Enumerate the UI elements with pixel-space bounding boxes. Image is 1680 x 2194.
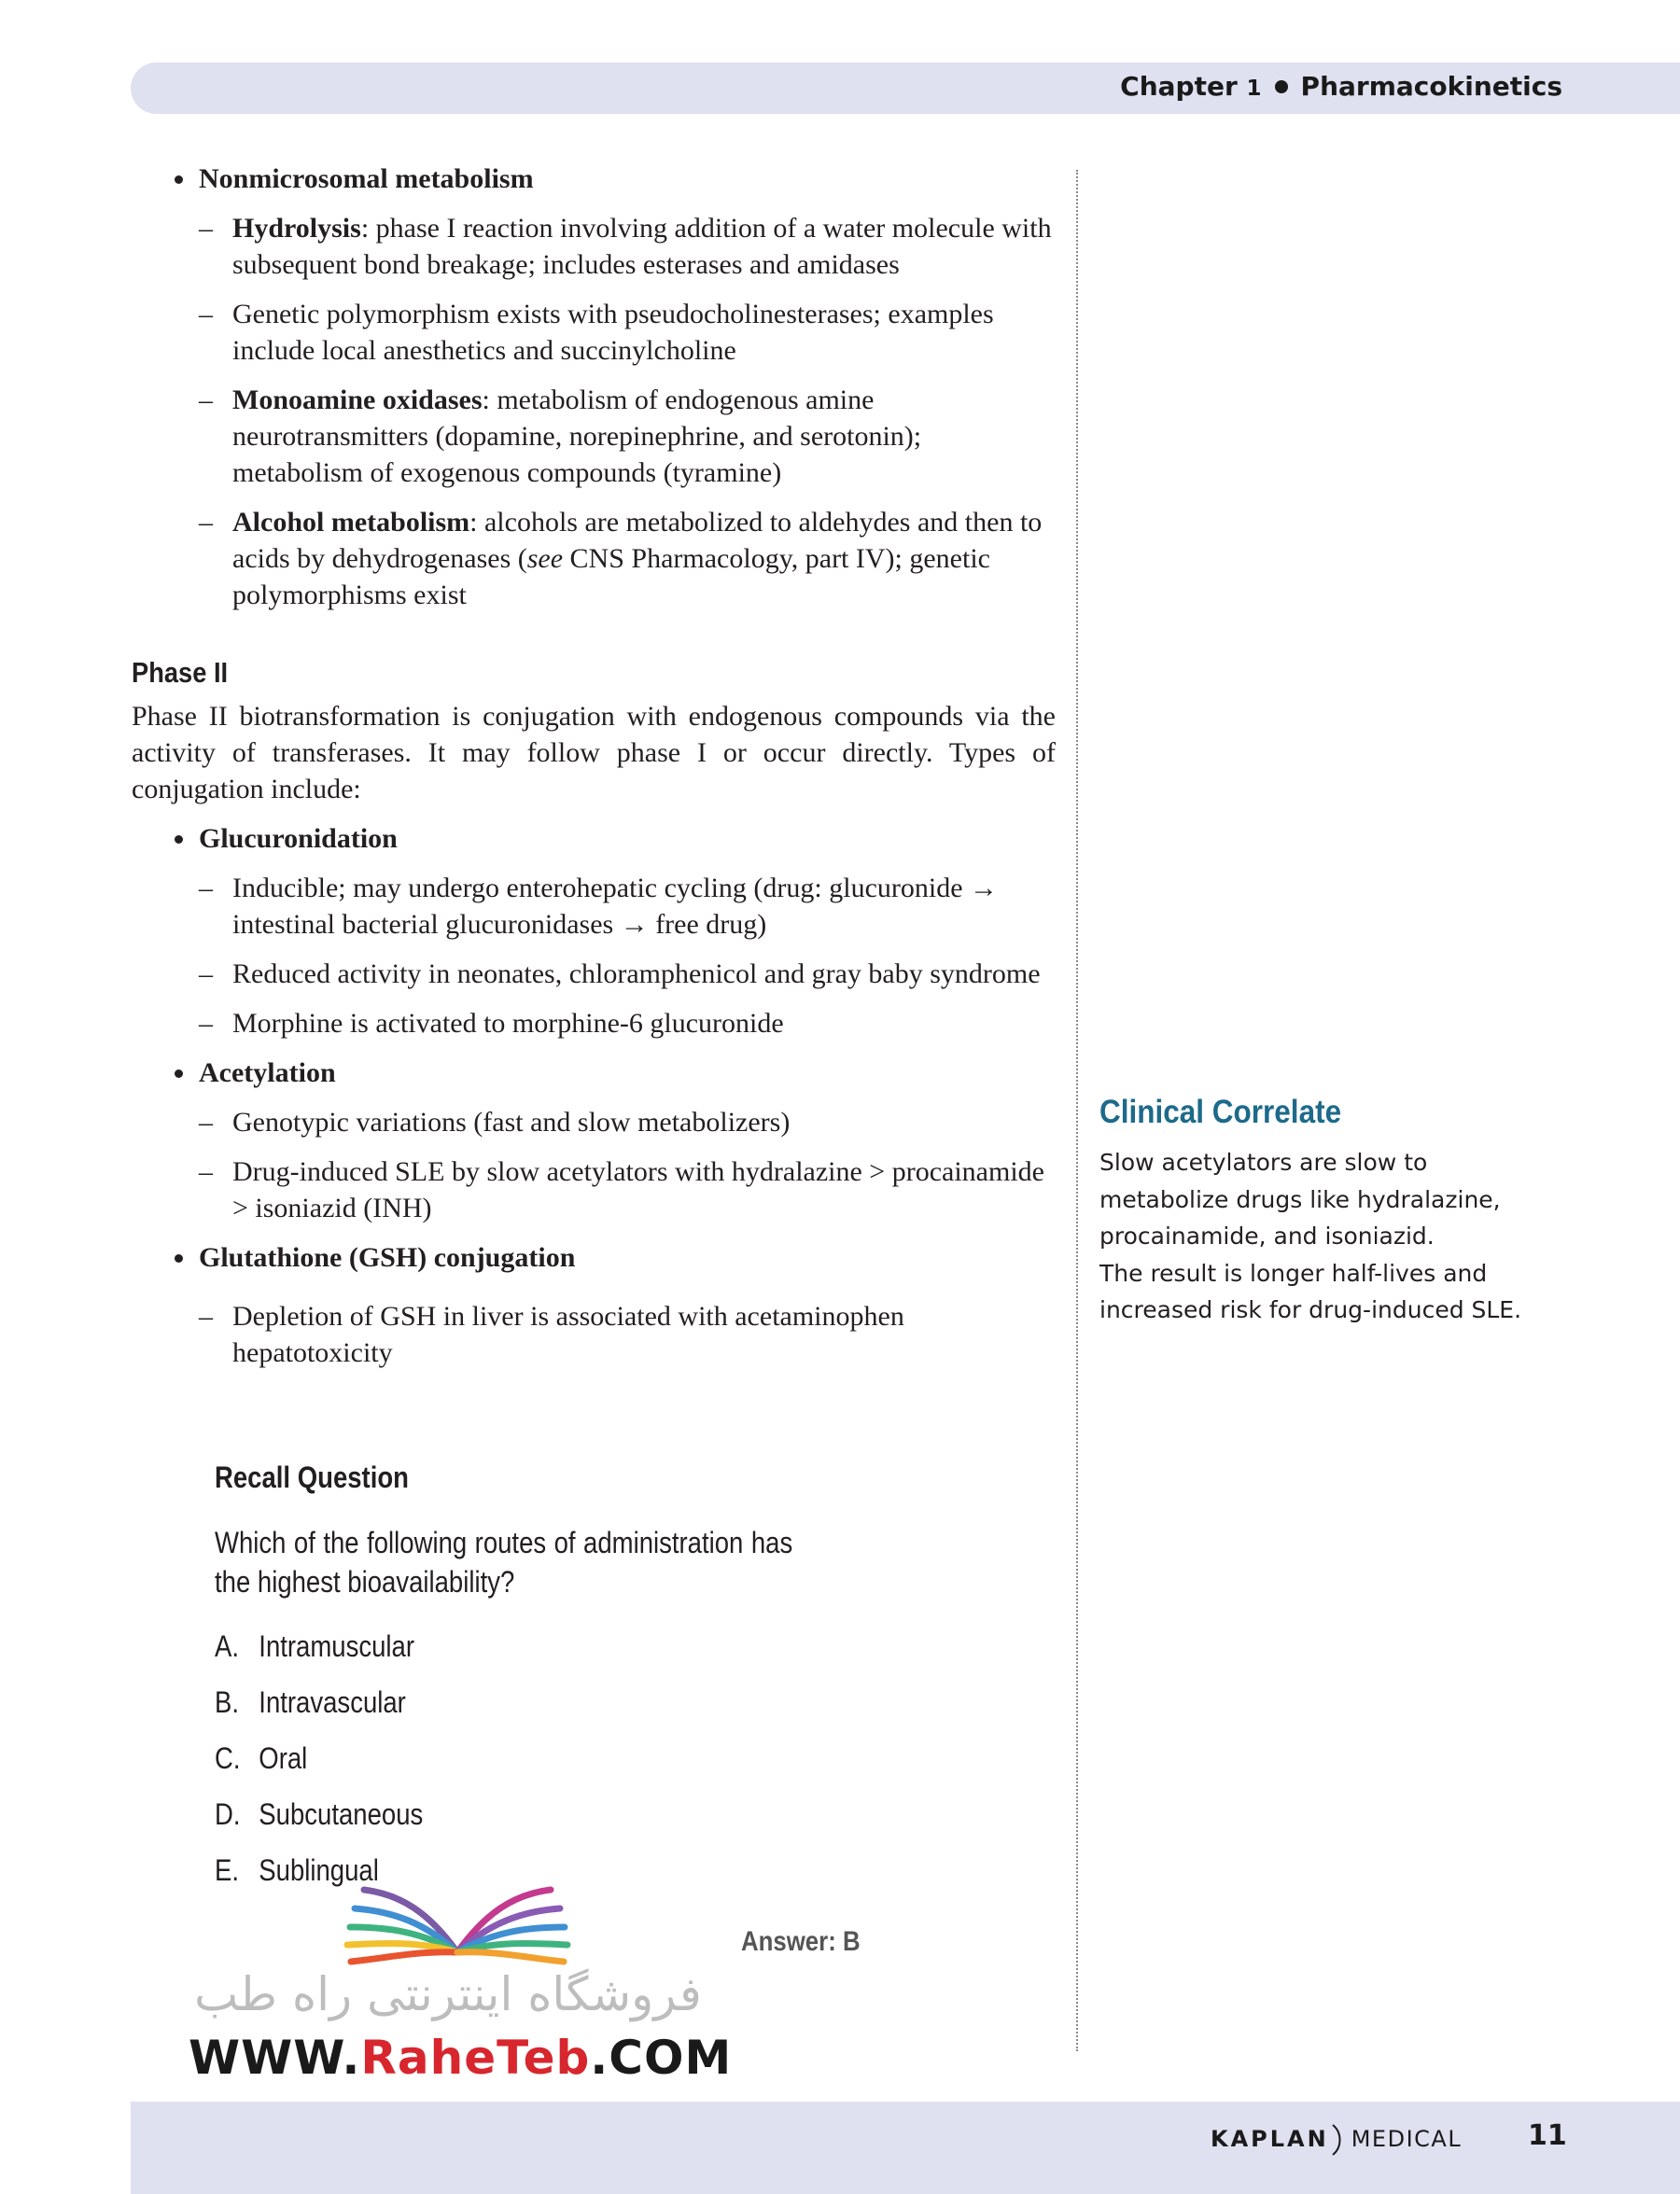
url-suffix: .COM — [590, 2031, 733, 2085]
bullet-acetylation: Acetylation — [132, 1055, 1056, 1091]
bullet-nonmicrosomal: Nonmicrosomal metabolism — [132, 161, 1056, 197]
answer-option — [215, 1618, 777, 1674]
item-alcohol — [132, 504, 1056, 613]
bullet-glucuronidation: Glucuronidation — [132, 820, 1056, 857]
sidebar-line: metabolize drugs like hydralazine, — [1099, 1185, 1501, 1213]
watermark-persian-text: فروشگاه اینترنتی راه طب — [194, 1967, 702, 2021]
option-text: Oral — [259, 1741, 308, 1775]
option-text: Intravascular — [259, 1685, 406, 1719]
logo-swoosh-icon — [1331, 2123, 1344, 2157]
sidebar-line: increased risk for drug-induced SLE. — [1099, 1296, 1522, 1323]
option-letter: E. — [215, 1853, 240, 1887]
term-mao: Monoamine oxidases — [232, 384, 483, 415]
term-alcohol: Alcohol metabolism — [232, 507, 470, 538]
text-alcohol-1: : alcohols are metabolized to aldehydes and then to acids by dehydrogenases ( — [232, 507, 1043, 574]
page-number: 11 — [1528, 2119, 1567, 2152]
answer-option — [215, 1674, 777, 1730]
section-heading-phase-ii: Phase II — [132, 656, 229, 689]
publisher-sub: MEDICAL — [1351, 2126, 1463, 2152]
watermark — [177, 1876, 737, 2090]
url-prefix: WWW. — [189, 2031, 361, 2085]
item-mao — [132, 382, 1056, 491]
sidebar-title: Clinical Correlate — [1099, 1094, 1342, 1130]
url-brand: RaheTeb — [360, 2031, 591, 2085]
sidebar-line: The result is longer half-lives and — [1099, 1259, 1488, 1287]
term-hydrolysis: Hydrolysis — [232, 213, 361, 244]
glutathione-item: – Depletion of GSH in liver is associated with acetaminophen hepatotoxicity — [132, 1298, 1056, 1371]
chapter-title: Pharmacokinetics — [1300, 71, 1562, 102]
option-letter: A. — [215, 1629, 240, 1663]
bullet-dot-icon — [1275, 80, 1288, 93]
acetylation-item: – Genotypic variations (fast and slow metabolizers) — [132, 1104, 1056, 1140]
main-column — [132, 161, 1056, 1371]
book-logo-icon — [177, 1876, 737, 1969]
publisher-logo — [1211, 2123, 1462, 2157]
text-hydrolysis: : phase I reaction involving addition of a water molecule with subsequent bond breakage; includes esterases and amidases — [232, 213, 1052, 280]
text-mao: : metabolism of endogenous amine neurotransmitters (dopamine, norepinephrine, and serotonin); metabolism of exogenous compounds (tyramine) — [232, 384, 922, 488]
glucuronidation-item: – Reduced activity in neonates, chloramphenicol and gray baby syndrome — [132, 956, 1056, 992]
answer-option — [215, 1786, 777, 1842]
acetylation-item: – Drug-induced SLE by slow acetylators with hydralazine > procainamide > isoniazid (INH) — [132, 1153, 1056, 1226]
sidebar-body — [1099, 1144, 1538, 1329]
option-text: Intramuscular — [259, 1629, 415, 1663]
option-text: Sublingual — [259, 1853, 379, 1887]
glucuronidation-item: – Morphine is activated to morphine-6 glucuronide — [132, 1005, 1056, 1041]
sidebar-line: Slow acetylators are slow to — [1099, 1149, 1428, 1176]
item-polymorphism: – Genetic polymorphism exists with pseudocholinesterases; examples include local anesthetics and succinylcholine — [132, 296, 1056, 369]
see-italic: see — [526, 543, 564, 574]
column-divider — [1076, 170, 1078, 2051]
text-alcohol-2: CNS Pharmacology, part IV); genetic polymorphisms exist — [232, 543, 990, 610]
phase-ii-intro: Phase II biotransformation is conjugation with endogenous compounds via the activity of transferases. It may follow phase I or occur directly. Types of conjugation include: — [132, 701, 1056, 804]
clinical-correlate-sidebar — [1099, 1094, 1538, 1329]
watermark-url — [189, 2031, 732, 2085]
bullet-glutathione: Glutathione (GSH) conjugation — [132, 1239, 1056, 1276]
answer-option — [215, 1730, 777, 1786]
recall-title: Recall Question — [215, 1460, 409, 1494]
option-letter: C. — [215, 1741, 241, 1775]
recall-answer: Answer: B — [741, 1926, 861, 1957]
glucuronidation-item: – Inducible; may undergo enterohepatic cycling (drug: glucuronide → intestinal bacterial glucuronidases → free drug) — [132, 870, 1056, 943]
running-header — [1120, 71, 1562, 102]
chapter-label: Chapter — [1120, 71, 1238, 102]
item-hydrolysis — [132, 210, 1056, 283]
option-text: Subcutaneous — [259, 1797, 424, 1831]
recall-question-box — [215, 1460, 868, 1898]
chapter-number: 1 — [1246, 77, 1262, 101]
recall-question-text: Which of the following routes of administration has the highest bioavailability? — [215, 1526, 793, 1599]
publisher-brand: KAPLAN — [1211, 2126, 1329, 2152]
option-letter: D. — [215, 1797, 241, 1831]
option-letter: B. — [215, 1685, 240, 1719]
sidebar-line: procainamide, and isoniazid. — [1099, 1223, 1435, 1250]
